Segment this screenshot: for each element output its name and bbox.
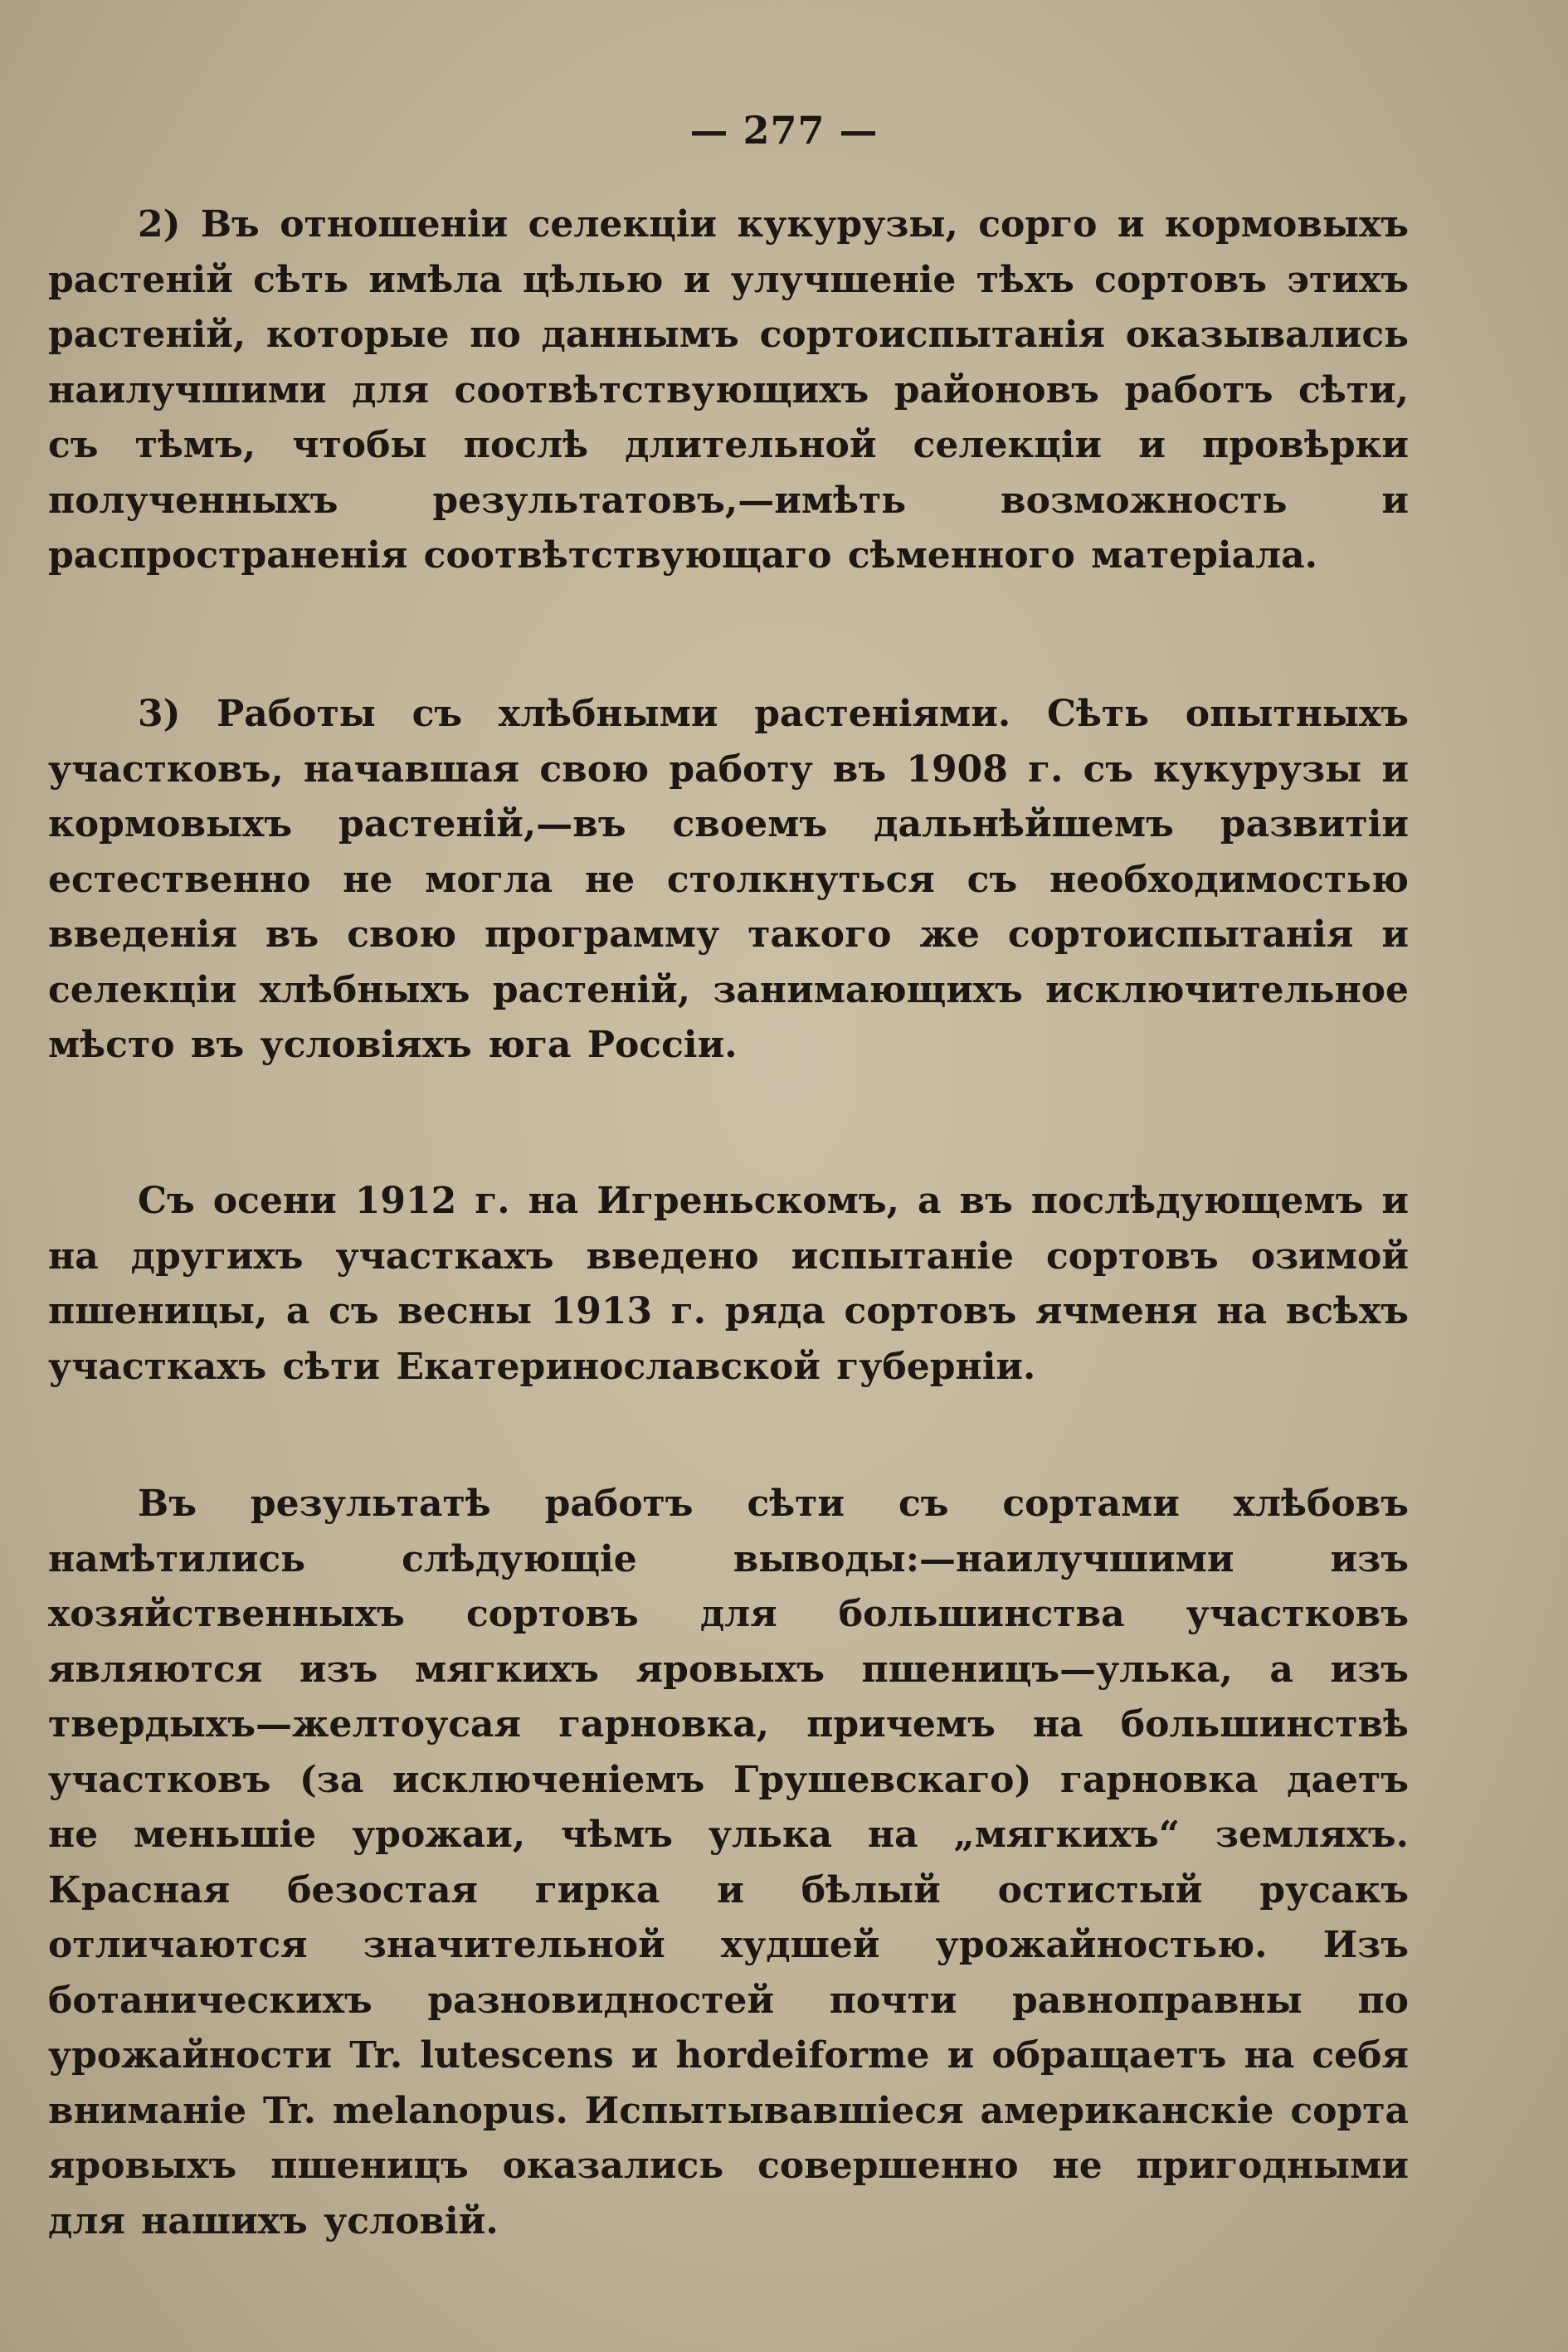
- paragraph-maize-selection: 2) Въ отношеніи селекціи кукурузы, сорго и кормовыхъ растеній сѣть имѣла цѣлью и улучшеніе тѣхъ сортовъ этихъ растеній, которые по даннымъ сортоиспытанія оказывались наилучшими для соотвѣтствующихъ районовъ работъ сѣти, съ тѣмъ, чтобы послѣ длительной селекціи и провѣрки полученныхъ результатовъ,—имѣть возможность и распространенія соотвѣтствующаго сѣменного матеріала.: [48, 203, 1409, 577]
- page-number: — 277 —: [689, 108, 879, 153]
- paragraph-grain-crops: 3) Работы съ хлѣбными растеніями. Сѣть опытныхъ участковъ, начавшая свою работу въ 1908 г. съ кукурузы и кормовыхъ растеній,—въ своемъ дальнѣйшемъ развитіи естественно не могла не столкнуться съ необходимостью введенія въ свою программу такого же сортоиспытанія и селекціи хлѣбныхъ растеній, занимающихъ исключительное мѣсто въ условіяхъ юга Россіи.: [48, 693, 1409, 1066]
- paragraph-winter-wheat-trials: Съ осени 1912 г. на Игреньскомъ, а въ послѣдующемъ и на другихъ участкахъ введено испытаніе сортовъ озимой пшеницы, а съ весны 1913 г. ряда сортовъ ячменя на всѣхъ участкахъ сѣти Екатеринославской губерніи.: [48, 1180, 1409, 1388]
- paragraph-results: Въ результатѣ работъ сѣти съ сортами хлѣбовъ намѣтились слѣдующіе выводы:—наилучшими изъ хозяйственныхъ сортовъ для большинства участковъ являются изъ мягкихъ яровыхъ пшеницъ—улька, а изъ твердыхъ—желтоусая гарновка, причемъ на большинствѣ участковъ (за исключеніемъ Грушевскаго) гарновка даетъ не меньшіе урожаи, чѣмъ улька на „мягкихъ“ земляхъ. Красная безостая гирка и бѣлый остистый русакъ отличаются значительной худшей урожайностью. Изъ ботаническихъ разновидностей почти равноправны по урожайности Tr. lutescens и hordeiforme и обращаетъ на себя вниманіе Tr. melanopus. Испытывавшіеся американскіе сорта яровыхъ пшеницъ оказались совершенно не пригодными для нашихъ условій.: [48, 1483, 1409, 2242]
